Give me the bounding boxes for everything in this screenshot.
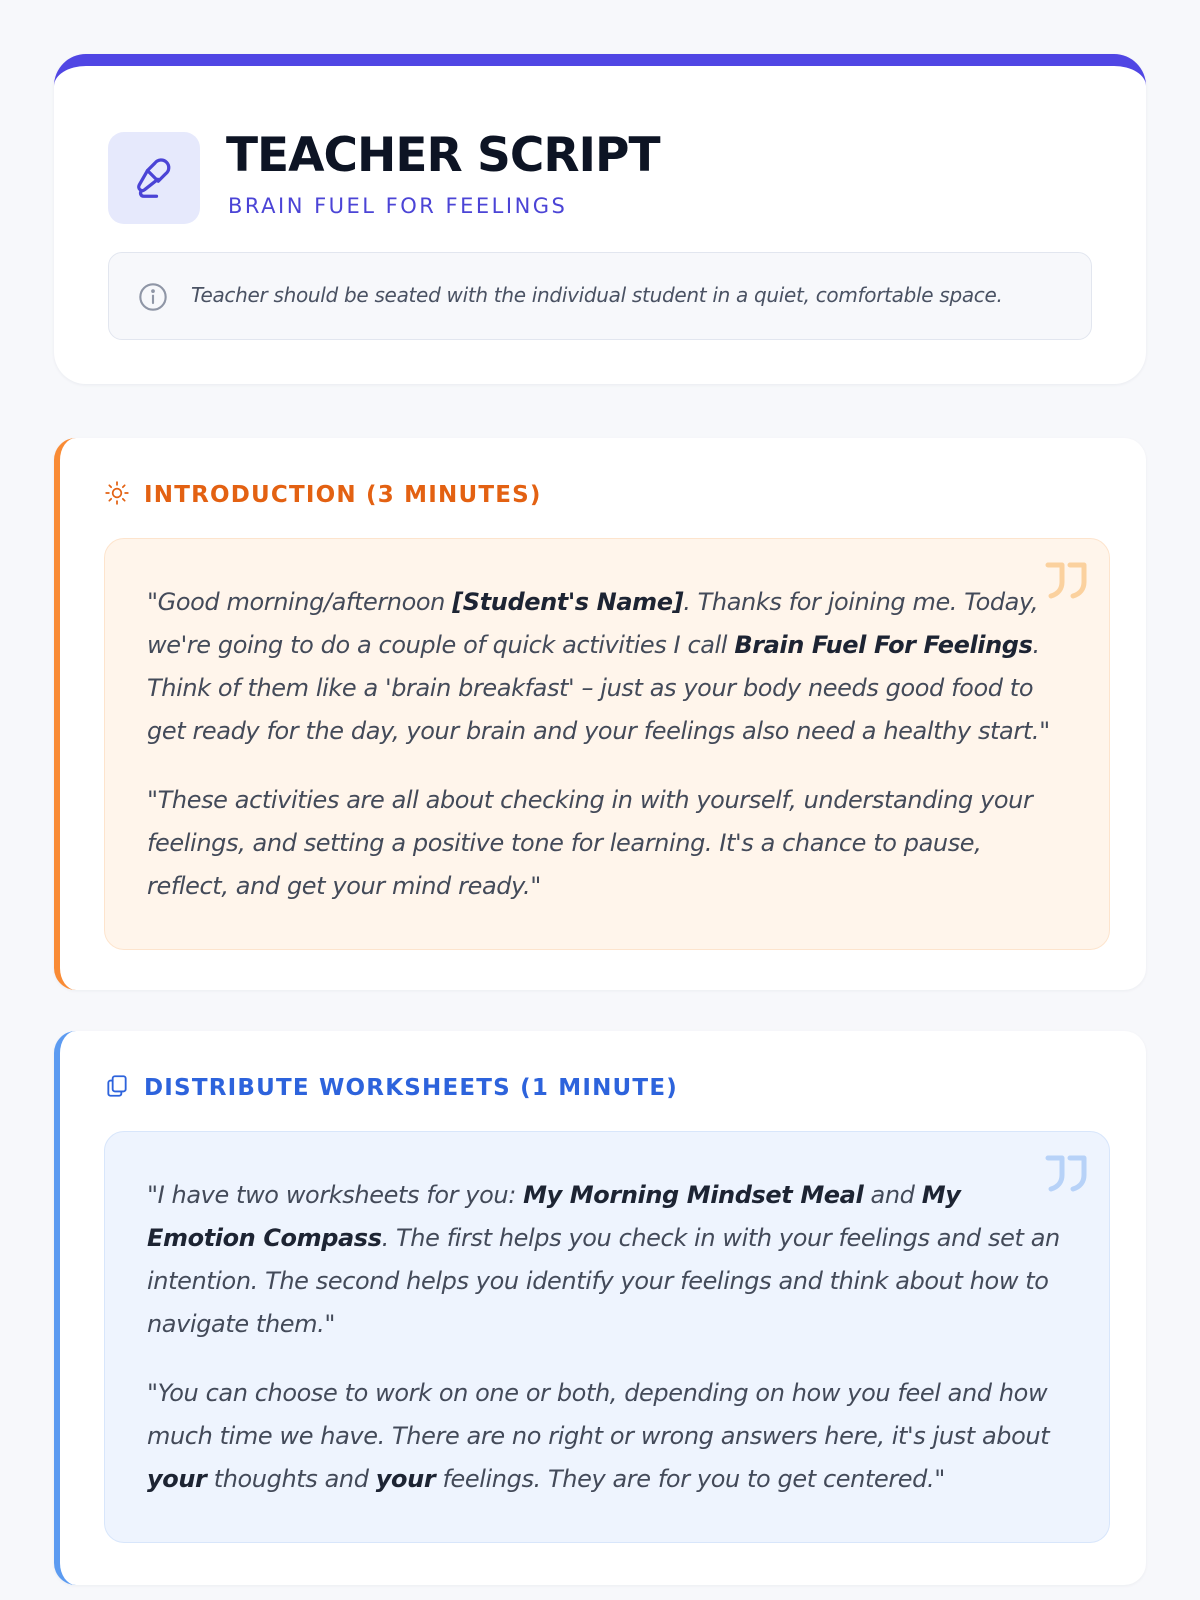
emphasis-text: My Morning Mindset Meal xyxy=(523,1181,864,1209)
section-distribute-worksheets xyxy=(54,1031,1146,1585)
emphasis-text: [Student's Name] xyxy=(452,588,684,616)
script-paragraph xyxy=(147,1174,1069,1346)
header-card xyxy=(54,54,1146,384)
section-introduction xyxy=(54,438,1146,990)
section-title: DISTRIBUTE WORKSHEETS (1 MINUTE) xyxy=(144,1074,678,1101)
page-subtitle: BRAIN FUEL FOR FEELINGS xyxy=(228,194,568,218)
section-header xyxy=(104,480,542,510)
script-paragraph xyxy=(147,1372,1069,1501)
quote-mark-icon xyxy=(1043,1150,1091,1202)
script-paragraph xyxy=(147,581,1069,753)
page-title: TEACHER SCRIPT xyxy=(226,128,660,183)
sun-icon xyxy=(104,480,130,510)
script-text: and xyxy=(863,1181,922,1209)
script-text: thoughts and xyxy=(206,1465,376,1493)
setup-note xyxy=(108,252,1092,340)
emphasis-text: your xyxy=(147,1465,207,1493)
section-header xyxy=(104,1073,678,1103)
emphasis-text: your xyxy=(375,1465,436,1493)
section-title: INTRODUCTION (3 MINUTES) xyxy=(144,481,542,508)
script-text: . The first helps you check in with your feelings and set an intention. The second helps you identify your feelings and think about how to navigate them." xyxy=(147,1224,1060,1338)
script-text: feelings. They are for you to get centered." xyxy=(435,1465,945,1493)
emphasis-text: Brain Fuel For Feelings xyxy=(734,631,1033,659)
script-quote xyxy=(104,538,1110,950)
script-text: . Thanks for joining me. Today, we're going to do a couple of quick activities I call xyxy=(147,588,1039,659)
setup-note-text: Teacher should be seated with the individual student in a quiet, comfortable space. xyxy=(191,283,1003,307)
script-text: "Good morning/afternoon xyxy=(147,588,453,616)
script-text: "You can choose to work on one or both, depending on how you feel and how much time we have. There are no right or wrong answers here, it's just about xyxy=(147,1379,1050,1450)
quote-mark-icon xyxy=(1043,557,1091,609)
script-text: "These activities are all about checking in with yourself, understanding your feelings, and setting a positive tone for learning. It's a chance to pause, reflect, and get your mind ready." xyxy=(147,786,1033,900)
script-quote xyxy=(104,1131,1110,1543)
script-text: . Think of them like a 'brain breakfast' – just as your body needs good food to get ready for the day, your brain and your feelings also need a healthy start." xyxy=(147,631,1050,745)
microphone-icon xyxy=(108,132,200,224)
script-paragraph xyxy=(147,779,1069,908)
script-text: "I have two worksheets for you: xyxy=(147,1181,524,1209)
info-icon xyxy=(137,281,169,317)
copy-icon xyxy=(104,1073,130,1103)
emphasis-text: My Emotion Compass xyxy=(147,1181,961,1252)
